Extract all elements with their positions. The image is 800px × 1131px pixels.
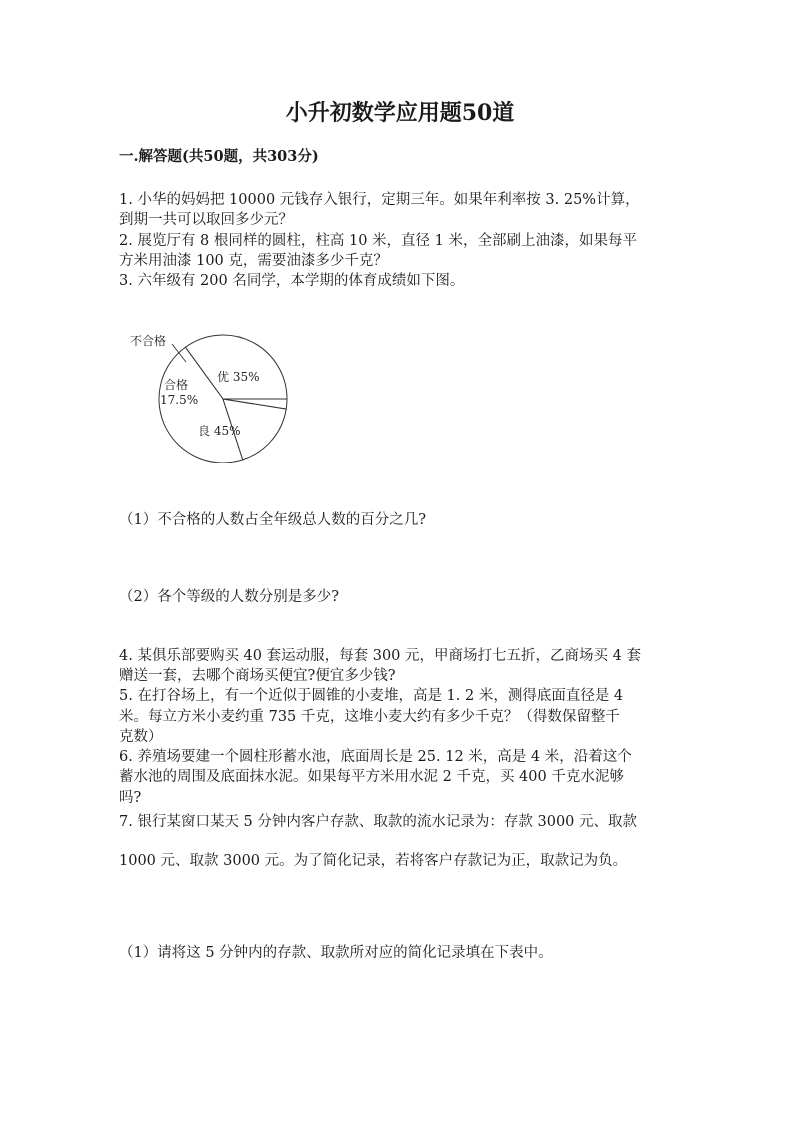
question-6-line-2: 蓄水池的周围及底面抹水泥。如果每平方米用水泥 2 千克，买 400 千克水泥够	[119, 769, 624, 785]
question-7-sub-1: （1）请将这 5 分钟内的存款、取款所对应的简化记录填在下表中。	[119, 945, 553, 961]
question-2-line-1: 2. 展览厅有 8 根同样的圆柱，柱高 10 米，直径 1 米，全部刷上油漆，如果每平	[119, 233, 637, 249]
question-3-sub-1: （1）不合格的人数占全年级总人数的百分之几?	[119, 512, 426, 528]
question-1-line-2: 到期一共可以取回多少元？	[119, 212, 293, 228]
slice-label-pass: 合格	[164, 378, 189, 392]
slice-label-fail: 不合格	[130, 334, 167, 348]
question-6-line-1: 6. 养殖场要建一个圆柱形蓄水池，底面周长是 25. 12 米，高是 4 米，沿着这个	[119, 749, 632, 765]
slice-label-pass-percent: 17.5%	[160, 393, 199, 407]
question-4-line-1: 4. 某俱乐部要购买 40 套运动服，每套 300 元，甲商场打七五折，乙商场买 4 套	[119, 648, 641, 664]
question-3-line-1: 3. 六年级有 200 名同学，本学期的体育成绩如下图。	[119, 273, 465, 289]
grade-pie-chart	[126, 328, 288, 463]
page-title: 小升初数学应用题50道	[285, 100, 515, 126]
question-5-line-2: 米。每立方米小麦约重 735 千克，这堆小麦大约有多少千克？（得数保留整千	[119, 709, 620, 725]
slice-label-excellent: 优 35%	[217, 370, 260, 384]
question-6-line-3: 吗?	[119, 790, 142, 806]
section-heading: 一.解答题(共50题，共303分)	[119, 148, 319, 165]
question-5-line-3: 克数）	[119, 729, 163, 745]
question-3-sub-2: （2）各个等级的人数分别是多少?	[119, 589, 339, 605]
question-2-line-2: 方米用油漆 100 克，需要油漆多少千克？	[119, 253, 388, 269]
question-7-line-2: 1000 元、取款 3000 元。为了简化记录，若将客户存款记为正，取款记为负。	[119, 853, 628, 869]
question-7-line-1: 7. 银行某窗口某天 5 分钟内客户存款、取款的流水记录为：存款 3000 元、取款	[119, 814, 638, 830]
question-1-line-1: 1. 小华的妈妈把 10000 元钱存入银行，定期三年。如果年利率按 3. 25%计算，	[119, 192, 640, 208]
slice-label-good: 良 45%	[198, 424, 241, 438]
question-4-line-2: 赠送一套，去哪个商场买便宜?便宜多少钱?	[119, 668, 396, 684]
question-5-line-1: 5. 在打谷场上，有一个近似于圆锥的小麦堆，高是 1. 2 米，测得底面直径是 4	[119, 688, 624, 704]
